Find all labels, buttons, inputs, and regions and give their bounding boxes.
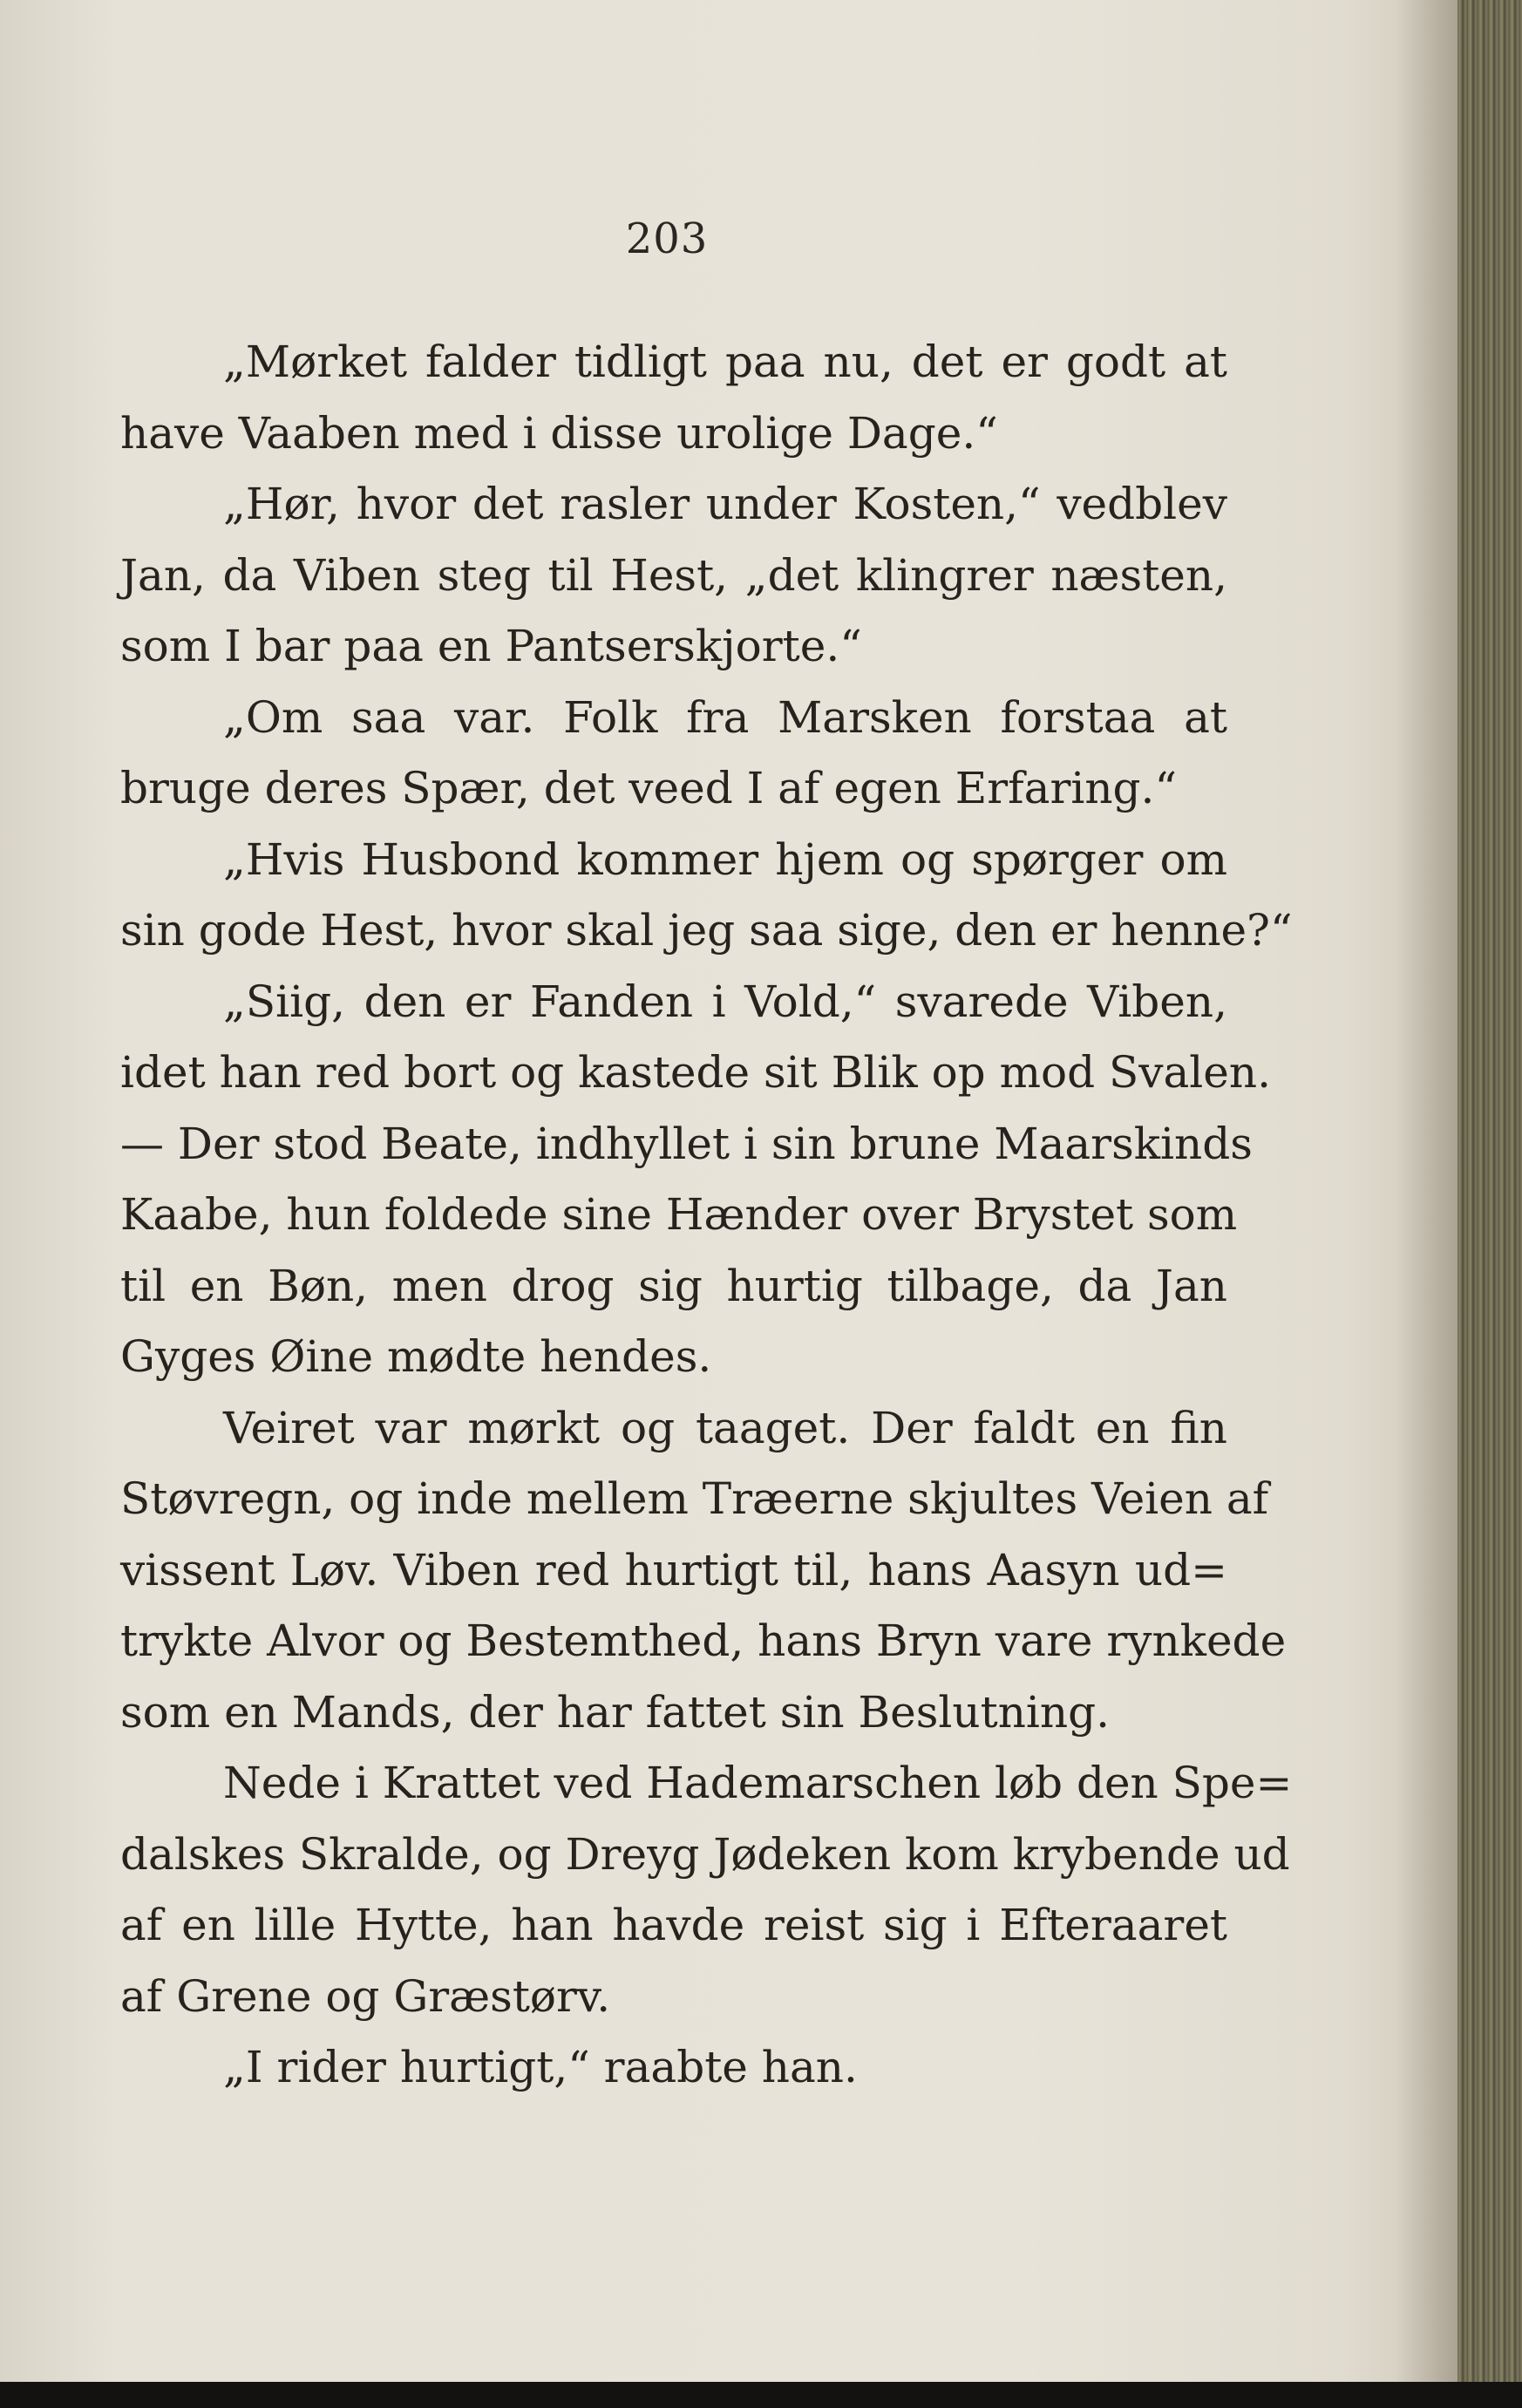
text-line: „Hør, hvor det rasler under Kosten,“ vedblev [223,479,1227,529]
body-text [120,327,1293,2104]
text-line: som I bar paa en Pantserskjorte.“ [120,621,862,671]
text-line: idet han red bort og kastede sit Blik op mod Svalen. [120,1047,1271,1098]
text-line: have Vaaben med i disse urolige Dage.“ [120,407,998,459]
page-stack-edge [1457,0,1522,2408]
text-line: dalskes Skralde, og Dreyg Jødeken kom krybende ud [120,1828,1290,1880]
text-line: til en Bøn, men drog sig hurtig tilbage, da Jan [120,1260,1227,1311]
text-line: bruge deres Spær, det veed I af egen Erfaring.“ [120,763,1178,813]
text-line: „Siig, den er Fanden i Vold,“ svarede Viben, [223,976,1227,1027]
text-line: Jan, da Viben steg til Hest, „det klingrer næsten, [120,549,1227,601]
text-line: af en lille Hytte, han havde reist sig i Efteraaret [120,1900,1227,1950]
text-line: „Om saa var. Folk fra Marsken forstaa at [223,691,1227,743]
binding-shadow [1395,0,1457,2382]
text-line: Støvregn, og inde mellem Træerne skjultes Veien af [120,1473,1269,1524]
text-line: Nede i Krattet ved Hademarschen løb den Spe= [223,1758,1293,1808]
text-line: som en Mands, der har fattet sin Beslutning. [120,1686,1111,1738]
text-line: „I rider hurtigt,“ raabte han. [223,2042,858,2092]
text-line: af Grene og Græstørv. [120,1970,611,2022]
text-line: — Der stod Beate, indhyllet i sin brune Maarskinds [120,1118,1253,1169]
text-line: Veiret var mørkt og taaget. Der faldt en fin [223,1402,1227,1453]
text-line: Gyges Øine mødte hendes. [120,1331,712,1382]
bottom-scan-border [0,2382,1522,2408]
text-line: „Hvis Husbond kommer hjem og spørger om [223,833,1227,885]
text-line: „Mørket falder tidligt paa nu, det er godt at [223,337,1227,387]
text-line: trykte Alvor og Bestemthed, hans Bryn vare rynkede [120,1616,1287,1666]
text-line: vissent Løv. Viben red hurtigt til, hans Aasyn ud= [120,1544,1227,1595]
page-number: 203 [625,214,709,263]
text-line: Kaabe, hun foldede sine Hænder over Brystet som [120,1189,1238,1240]
text-line: sin gode Hest, hvor skal jeg saa sige, den er henne?“ [120,905,1293,956]
